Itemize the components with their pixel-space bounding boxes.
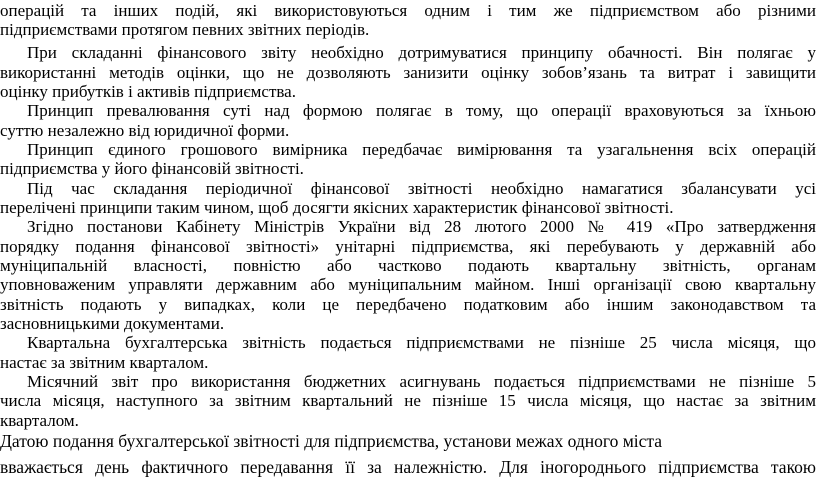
text-line: підприємствами протягом певних звітних періодів. bbox=[0, 20, 370, 39]
text-line: операцій та інших подій, які використовуються одним і тим же підприємством або різними bbox=[0, 1, 816, 20]
paragraph-first-line: Квартальна бухгалтерська звітність подається підприємствами не пізніше 25 числа місяця, що bbox=[27, 333, 816, 352]
text-line: звітність подають у випадках, коли це передбачено податковим або іншим законодавством та bbox=[0, 295, 816, 314]
paragraph-first-line: Під час складання періодичної фінансової звітності необхідно намагатися збалансувати усі bbox=[27, 179, 816, 198]
paragraph-first-line: Принцип єдиного грошового вимірника передбачає вимірювання та узагальнення всіх операцій bbox=[27, 140, 816, 159]
paragraph-first-line: Принцип превалювання суті над формою полягає в тому, що операції враховуються за їхньою bbox=[27, 101, 816, 120]
paragraph-first-line: Місячний звіт про використання бюджетних асигнувань подається підприємствами не пізніше 5 bbox=[27, 372, 816, 391]
text-line: числа місяця, наступного за звітним квартальний не пізніше 15 числа місяця, що настає за звітним bbox=[0, 391, 816, 410]
text-line: засновницькими документами. bbox=[0, 314, 225, 333]
text-line: кварталом. bbox=[0, 411, 79, 430]
paragraph-first-line: Згідно постанови Кабінету Міністрів України від 28 лютого 2000 № 419 «Про затвердження bbox=[27, 217, 816, 236]
text-line: порядку подання фінансової звітності» унітарні підприємства, які перебувають у державній або bbox=[0, 237, 816, 256]
text-line: оцінку прибутків і активів підприємства. bbox=[0, 82, 296, 101]
text-line: перелічені принципи таким чином, щоб досягти якісних характеристик фінансової звітності. bbox=[0, 198, 674, 217]
text-line: уповноваженим управляти державним або муніципальним майном. Інші організації свою квартальну bbox=[0, 275, 816, 294]
text-line: суттю незалежно від юридичної форми. bbox=[0, 121, 290, 140]
text-line: підприємства у його фінансовій звітності. bbox=[0, 159, 304, 178]
paragraph-first-line: При складанні фінансового звіту необхідно дотримуватися принципу обачності. Він полягає у bbox=[27, 43, 816, 62]
text-line: Датою подання бухгалтерської звітності для підприємства, установи межах одного міста bbox=[0, 431, 663, 451]
text-line: муніципальній власності, повністю або частково подають квартальну звітність, органам bbox=[0, 256, 816, 275]
text-line: настає за звітним кварталом. bbox=[0, 353, 209, 372]
text-line: вважається день фактичного передавання її за належністю. Для іногороднього підприємства такою bbox=[0, 457, 816, 477]
text-line: використанні методів оцінки, що не дозволяють занизити оцінку зобов’язань та витрат і завищити bbox=[0, 63, 816, 82]
